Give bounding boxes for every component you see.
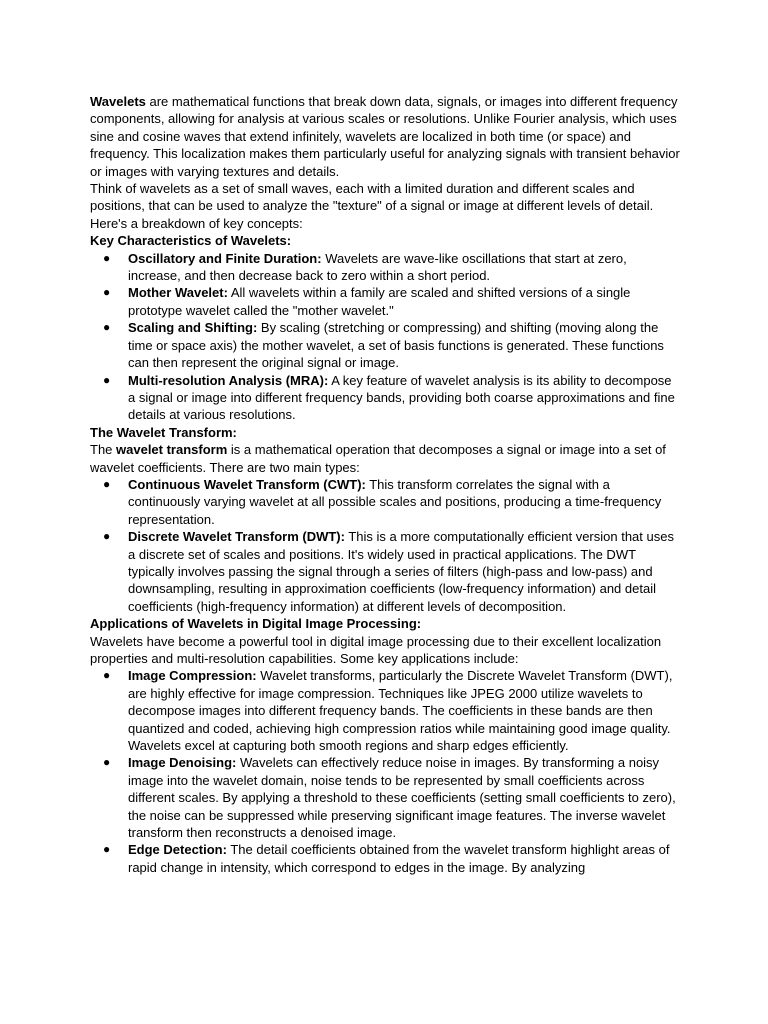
list-item-label: Multi-resolution Analysis (MRA): <box>128 372 329 388</box>
list-item-label: Oscillatory and Finite Duration: <box>128 250 322 266</box>
intro-paragraph <box>90 93 682 180</box>
bullet-icon: ● <box>103 842 111 857</box>
bullet-icon: ● <box>103 668 111 683</box>
list-item <box>90 841 682 876</box>
list-item <box>90 754 682 841</box>
intro-term-wavelet-transform: wavelet transform <box>116 442 228 458</box>
bullet-icon: ● <box>103 372 111 387</box>
paragraph-3: Here's a breakdown of key concepts: <box>90 215 303 231</box>
list-item-text: This is a more computationally efficient version that uses a discrete set of scales and positions. It's widely used in practical applications. The DWT typically involves passing the signal through a series of filters (high-pass and low-pass) and downsampling, resulting in approximation coefficients (low-frequency information) and detail coefficients (high-frequency information) at different levels of decomposition. <box>128 529 674 614</box>
list-item-text: By scaling (stretching or compressing) and shifting (moving along the time or space axis) the mother wavelet, a set of basis functions is generated. These functions can then represent the original signal or image. <box>128 320 664 371</box>
list-item-text: Wavelets can effectively reduce noise in images. By transforming a noisy image into the wavelet domain, noise tends to be represented by small coefficients across different scales. By applying a threshold to these coefficients (setting small coefficients to zero), the noise can be suppressed while preserving significant image features. The inverse wavelet transform then reconstructs a denoised image. <box>128 755 676 841</box>
list-item-label: Scaling and Shifting: <box>128 320 258 336</box>
list-item <box>90 528 682 615</box>
bullet-icon: ● <box>103 755 111 770</box>
applications-intro: Wavelets have become a powerful tool in digital image processing due to their excellent localization properties and multi-resolution capabilities. Some key applications include: <box>90 633 662 666</box>
intro-pre: The <box>90 442 117 458</box>
document-body <box>90 93 682 876</box>
intro-post: is a mathematical operation that decomposes a signal or image into a set of wavelet coefficients. There are two main types: <box>90 442 666 475</box>
list-item <box>90 319 682 371</box>
paragraph-2: Think of wavelets as a set of small waves, each with a limited duration and different scales and positions, that can be used to analyze the "texture" of a signal or image at different levels of detail. <box>90 181 654 214</box>
list-item-text: Wavelet transforms, particularly the Discrete Wavelet Transform (DWT), are highly effective for image compression. Techniques like JPEG 2000 utilize wavelets to decompose images into different frequency bands. The coefficients in these bands are then quantized and coded, achieving high compression ratios while maintaining good image quality. Wavelets excel at capturing both smooth regions and sharp edges efficiently. <box>128 668 673 754</box>
bullet-icon: ● <box>103 250 111 265</box>
list-item-text: A key feature of wavelet analysis is its ability to decompose a signal or image into different frequency bands, providing both coarse approximations and fine details at various resolutions. <box>128 372 675 423</box>
list-item-label: Discrete Wavelet Transform (DWT): <box>128 529 345 545</box>
bullet-icon: ● <box>103 285 111 300</box>
list-item-text: The detail coefficients obtained from the wavelet transform highlight areas of rapid change in intensity, which correspond to edges in the image. By analyzing <box>128 842 670 875</box>
list-item <box>90 476 682 528</box>
key-characteristics-list <box>90 250 682 424</box>
list-item <box>90 667 682 754</box>
wavelet-transform-intro <box>90 441 682 476</box>
applications-list <box>90 667 682 876</box>
wavelet-transform-types-list <box>90 476 682 615</box>
list-item <box>90 250 682 285</box>
section-heading-wavelet-transform: The Wavelet Transform: <box>90 424 237 440</box>
list-item-text: All wavelets within a family are scaled and shifted versions of a single prototype wavelet called the "mother wavelet." <box>128 285 631 318</box>
list-item-label: Mother Wavelet: <box>128 285 228 301</box>
list-item-label: Continuous Wavelet Transform (CWT): <box>128 476 366 492</box>
list-item-label: Edge Detection: <box>128 842 227 858</box>
list-item-label: Image Denoising: <box>128 755 237 771</box>
list-item-text: This transform correlates the signal with a continuously varying wavelet at all possible scales and positions, producing a time-frequency representation. <box>128 476 662 527</box>
section-heading-key-characteristics: Key Characteristics of Wavelets: <box>90 233 292 249</box>
bullet-icon: ● <box>103 529 111 544</box>
intro-text: are mathematical functions that break down data, signals, or images into different frequency components, allowing for analysis at various scales or resolutions. Unlike Fourier analysis, which uses sine and cosine waves that extend infinitely, wavelets are localized in both time (or space) and frequency. This localization makes them particularly useful for analyzing signals with transient behavior or images with varying textures and details. <box>90 94 680 179</box>
bullet-icon: ● <box>103 320 111 335</box>
list-item-label: Image Compression: <box>128 668 257 684</box>
list-item <box>90 284 682 319</box>
bullet-icon: ● <box>103 476 111 491</box>
list-item-text: Wavelets are wave-like oscillations that start at zero, increase, and then decrease back to zero within a short period. <box>128 250 627 284</box>
section-heading-applications: Applications of Wavelets in Digital Image Processing: <box>90 616 422 632</box>
intro-term: Wavelets <box>90 94 146 109</box>
list-item <box>90 372 682 424</box>
